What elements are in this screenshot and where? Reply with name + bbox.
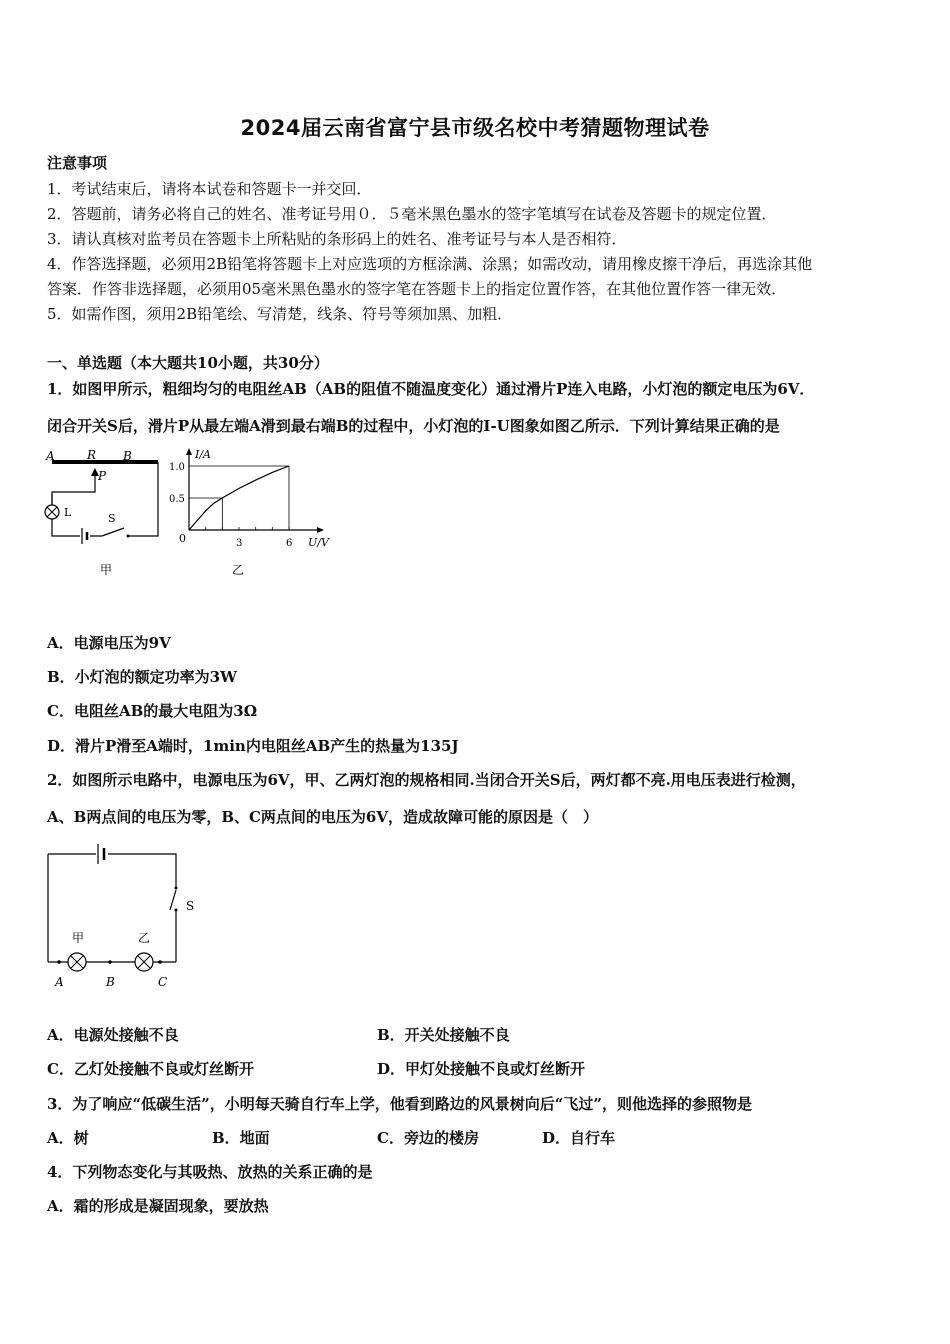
label-b: B [106, 975, 115, 989]
q3-option-a: A．树 [47, 1129, 89, 1147]
question-2-line-2: A、B两点间的电压为零，B、C两点间的电压为6V，造成故障可能的原因是（ ） [47, 808, 599, 826]
label-s: S [186, 899, 195, 913]
label-r: R [87, 448, 97, 462]
q2-option-c: C．乙灯处接触不良或灯丝断开 [47, 1060, 254, 1078]
q2-option-a: A．电源处接触不良 [47, 1026, 179, 1044]
x-axis-label: U/V [308, 536, 329, 549]
question-3-line-1: 3．为了响应“低碳生活”，小明每天骑自行车上学，他看到路边的风景树向后“飞过”，则他选择的参照物是 [47, 1095, 752, 1113]
label-jia: 甲 [72, 931, 85, 945]
y-axis-label: I/A [195, 448, 211, 461]
point-c [158, 960, 162, 964]
y-tick-label: 1.0 [169, 462, 185, 473]
caption-jia: 甲 [100, 563, 113, 577]
q3-option-d: D．自行车 [542, 1129, 616, 1147]
label-b: B [123, 449, 132, 463]
note-item: 5．如需作图，须用2B铅笔绘、写清楚，线条、符号等须加黑、加粗． [47, 305, 513, 323]
label-l: L [64, 506, 72, 519]
slider-wire [52, 476, 95, 504]
x-tick-label: 6 [286, 538, 293, 549]
question-1-line-2: 闭合开关S后，滑片P从最左端A滑到最右端B的过程中，小灯泡的I-U图象如图乙所示．下列计算结果正确的是 [47, 417, 780, 435]
y-tick-label: 0.5 [169, 494, 185, 505]
origin-label: 0 [179, 532, 186, 545]
label-yi: 乙 [138, 931, 151, 945]
note-item: 2．答题前，请务必将自己的姓名、准考证号用０．５毫米黑色墨水的签字笔填写在试卷及答题卡的规定位置． [47, 205, 777, 223]
label-a: A [46, 449, 55, 463]
circuit-wire [48, 854, 176, 888]
q1-option-d: D．滑片P滑至A端时，1min内电阻丝AB产生的热量为135J [47, 737, 459, 755]
caption-yi: 乙 [232, 563, 245, 577]
q1-option-a: A．电源电压为9V [47, 634, 171, 652]
label-a: A [55, 975, 64, 989]
q2-option-b: B．开关处接触不良 [377, 1026, 510, 1044]
x-tick-label: 3 [236, 538, 243, 549]
note-item: 3．请认真核对监考员在答题卡上所粘贴的条形码上的姓名、准考证号与本人是否相符． [47, 230, 627, 248]
note-item: 1．考试结束后，请将本试卷和答题卡一并交回． [47, 180, 372, 198]
figure-yi-iu-chart [165, 446, 335, 586]
page-title: 2024届云南省富宁县市级名校中考猜题物理试卷 [240, 116, 710, 140]
figure-jia-circuit [40, 448, 170, 583]
y-axis-arrow [186, 448, 192, 455]
switch-s-icon [170, 890, 176, 910]
q3-option-c: C．旁边的楼房 [377, 1129, 479, 1147]
question-1-line-1: 1．如图甲所示，粗细均匀的电阻丝AB（AB的阻值不随温度变化）通过滑片P连入电路，小灯泡的额定电压为6V． [47, 380, 815, 398]
q1-option-b: B．小灯泡的额定功率为3W [47, 668, 237, 686]
section-heading: 一、单选题（本大题共10小题，共30分） [47, 354, 329, 372]
q1-option-c: C．电阻丝AB的最大电阻为3Ω [47, 702, 258, 720]
label-p: P [98, 469, 107, 483]
label-s: S [108, 512, 116, 525]
point-a [57, 960, 61, 964]
q3-option-b: B．地面 [212, 1129, 270, 1147]
note-item: 4．作答选择题，必须用2B铅笔将答题卡上对应选项的方框涂满、涂黑；如需改动，请用橡皮擦干净后，再选涂其他 [47, 255, 813, 273]
note-item: 答案．作答非选择题，必须用05毫米黑色墨水的签字笔在答题卡上的指定位置作答，在其他位置作答一律无效． [47, 280, 787, 298]
notes-heading: 注意事项 [47, 154, 108, 172]
label-c: C [158, 975, 168, 989]
point-b [108, 960, 112, 964]
question-4-line-1: 4．下列物态变化与其吸热、放热的关系正确的是 [47, 1163, 373, 1181]
figure-q2-circuit [40, 838, 210, 993]
q4-option-a: A．霜的形成是凝固现象，要放热 [47, 1197, 269, 1215]
x-axis-arrow [317, 527, 324, 533]
q2-option-d: D．甲灯处接触不良或灯丝断开 [377, 1060, 586, 1078]
question-2-line-1: 2．如图所示电路中，电源电压为6V，甲、乙两灯泡的规格相同.当闭合开关S后，两灯都不亮.用电压表进行检测， [47, 771, 806, 789]
